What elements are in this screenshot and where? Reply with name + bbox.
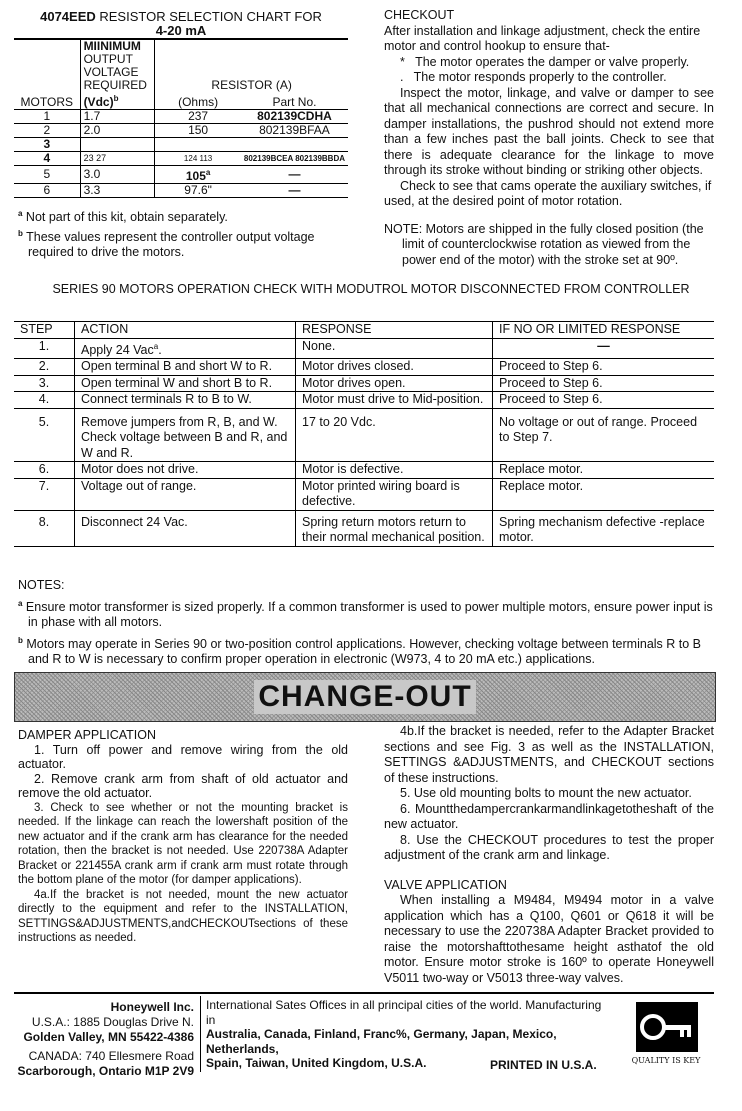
header-ohms: (Ohms) (155, 92, 241, 110)
table-row: 7. Voltage out of range. Motor printed wiring board is defective. Replace motor. (14, 478, 714, 510)
resistor-chart (14, 10, 348, 198)
checkout-note: NOTE: Motors are shipped in the fully closed position (the limit of counterclockwise rotation as viewed from the power end of the motor) with the stroke set at 90º. (384, 221, 704, 267)
damper-step-4b: 4b.If the bracket is needed, refer to the Adapter Bracket sections and see Fig. 3 as well as the INSTALLATION, SETTINGS &ADJUSTMENTS, and CHECKOUT sections of these instructions. (384, 724, 714, 785)
printed-in: PRINTED IN U.S.A. (490, 1058, 597, 1072)
note-a: $^a$ Ensure motor transformer is sized properly. If a common transformer is used to power multiple motors, ensure power input is in phase with all motors. (18, 598, 713, 630)
footer-divider (200, 996, 201, 1072)
checkout-section (384, 8, 714, 268)
header-part: Part No. (241, 92, 348, 110)
table-row: 1 1.7 237 802139CDHA (14, 110, 348, 124)
chart-title-model: 4074EED (40, 9, 96, 24)
operation-check-title: SERIES 90 MOTORS OPERATION CHECK WITH MODUTROL MOTOR DISCONNECTED FROM CONTROLLER (52, 282, 690, 296)
header-required-voltage: MIINIMUM OUTPUT VOLTAGE REQUIRED (80, 39, 155, 92)
checkout-bullet-1: * The motor operates the damper or valve properly. (400, 54, 690, 69)
operation-check-table (14, 321, 714, 547)
damper-step-2: 2. Remove crank arm from shaft of old actuator and remove the old actuator. (18, 771, 348, 800)
table-row: 8. Disconnect 24 Vac. Spring return motors return to their normal mechanical position. Spring mechanism defective -replace motor. (14, 510, 714, 546)
chart-footnotes: $^a$ Not part of this kit, obtain separately. $^b$ These values represent the controller output voltage required to drive the motors. (18, 206, 348, 261)
table-row: 2 2.0 150 802139BFAA (14, 124, 348, 138)
damper-step-5: 5. Use old mounting bolts to mount the new actuator. (400, 786, 692, 800)
chart-title-rest: RESISTOR SELECTION CHART FOR (95, 9, 322, 24)
quality-is-key-text: QUALITY IS KEY (631, 1056, 701, 1065)
damper-application-section (18, 728, 348, 946)
resistor-table (14, 38, 348, 198)
valve-title: VALVE APPLICATION (384, 877, 507, 892)
valve-text: When installing a M9484, M9494 motor in a valve application which has a Q100, Q601 or Q618 it will be necessary to use the 220738A Adapter Bracket provided to raise the motorshafttothesame height asthatof the old motor. Ensure motor stroke is 160º to operate Honeywell V5011 two-way or V5013 three-way valves. (384, 893, 714, 985)
damper-title: DAMPER APPLICATION (18, 728, 156, 742)
footnote-a: $^a$ Not part of this kit, obtain separately. (18, 209, 228, 225)
header-motors: MOTORS (14, 92, 80, 110)
chart-title (14, 10, 348, 24)
notes-section (18, 578, 718, 670)
header-resistor: RESISTOR (A) (211, 78, 292, 92)
table-header-row: STEP ACTION RESPONSE IF NO OR LIMITED RESPONSE (14, 322, 714, 339)
table-row: 5 3.0 105$^a$ — (14, 166, 348, 184)
damper-step-1: 1. Turn off power and remove wiring from the old actuator. (18, 742, 348, 771)
table-row: 6. Motor does not drive. Motor is defective. Replace motor. (14, 462, 714, 479)
damper-step-6: 6. Mountthedampercrankarmandlinkagetotheshaft of the new actuator. (384, 801, 714, 831)
table-row: 5. Remove jumpers from R, B, and W. Check voltage between B and R, and W and R. 17 to 20 Vdc. No voltage or out of range. Proceed to Step 7. (14, 408, 714, 462)
table-row: 3 (14, 138, 348, 152)
table-row: 4 23 27 124 113 802139BCEA 802139BBDA (14, 152, 348, 166)
checkout-title: CHECKOUT (384, 8, 455, 22)
note-b: $^b$ Motors may operate in Series 90 or two-position control applications. However, checking voltage between terminals R to B and R to W is necessary to confirm proper operation in electronic (W973, 4 to 20 mA etc.) applications. (18, 635, 702, 667)
damper-step-4a: 4a.If the bracket is not needed, mount the new actuator directly to the equipment and refer to the INSTALLATION, SETTINGS&ADJUSTMENTS,andCHECKOUTsections of these instructions as needed. (18, 888, 348, 944)
checkout-intro: After installation and linkage adjustment, check the entire motor and control hookup to ensure that- (384, 23, 701, 53)
key-icon (636, 1002, 698, 1052)
footnote-b: $^b$ These values represent the controller output voltage (18, 228, 315, 244)
change-out-right-column (384, 724, 714, 986)
quality-key-logo (618, 998, 714, 1074)
checkout-para-1: Inspect the motor, linkage, and valve or damper to see that all mechanical connections are correct and secure. In damper installations, the pushrod should not extend more than a few inches past the ball joints. Check to see that there is adequate clearance for the linkage to move through its stroke without binding or striking other objects. (384, 85, 714, 177)
checkout-bullet-2: . The motor responds properly to the controller. (400, 70, 667, 84)
banner-title: CHANGE-OUT (254, 680, 475, 714)
checkout-para-2: Check to see that cams operate the auxiliary switches, if used, at the desired point of motor rotation. (384, 178, 712, 208)
notes-title: NOTES: (18, 578, 65, 592)
damper-step-8: 8. Use the CHECKOUT procedures to test the proper adjustment of the crank arm and linkage. (384, 832, 714, 862)
table-row: 2. Open terminal B and short W to R. Motor drives closed. Proceed to Step 6. (14, 359, 714, 376)
international-offices: International Sates Offices in all principal cities of the world. Manufacturing in Australia, Canada, Finland, Franc%, Germany, Japan, Mexico, Netherlands, Spain, Taiwan, United Kingdom, U.S.A. (206, 998, 602, 1070)
table-row: 3. Open terminal W and short B to R. Motor drives open. Proceed to Step 6. (14, 375, 714, 392)
change-out-banner (14, 672, 716, 722)
company-address: Honeywell Inc. U.S.A.: 1885 Douglas Drive N. Golden Valley, MN 55422-4386 CANADA: 740 Ellesmere Road Scarborough, Ontario M1P 2V9 (17, 1000, 194, 1078)
header-vdc: (Vdc)$^b$ (80, 92, 155, 110)
table-row: 1. Apply 24 Vac$^a$. None. — (14, 338, 714, 359)
table-row: 6 3.3 97.6" — (14, 184, 348, 198)
chart-subtitle: 4-20 mA (155, 23, 207, 38)
damper-step-3: 3. Check to see whether or not the mounting bracket is needed. If the linkage can reach the lowershaft position of the new actuator and if the crank arm has clearance for the needed rotation, then the bracket is not needed. Use 220738A Adapter Bracket or 221455A crank arm if crank arm must rotate through the bottom plane of the motor (for damper applications). (18, 801, 348, 886)
table-row: 4. Connect terminals R to B to W. Motor must drive to Mid-position. Proceed to Step 6. (14, 392, 714, 409)
